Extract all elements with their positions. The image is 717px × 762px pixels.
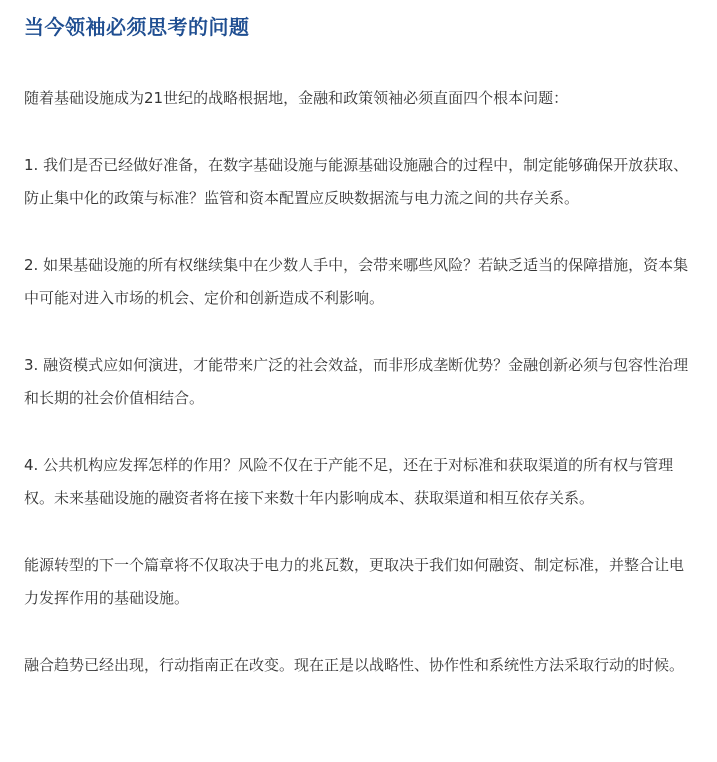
question-1-paragraph: 1. 我们是否已经做好准备，在数字基础设施与能源基础设施融合的过程中，制定能够确保开放获取、防止集中化的政策与标准？监管和资本配置应反映数据流与电力流之间的共存关系。 bbox=[24, 156, 689, 207]
question-3-paragraph: 3. 融资模式应如何演进，才能带来广泛的社会效益，而非形成垄断优势？金融创新必须与包容性治理和长期的社会价值相结合。 bbox=[24, 356, 689, 407]
article-title: 当今领袖必须思考的问题 bbox=[24, 15, 250, 39]
question-4-paragraph: 4. 公共机构应发挥怎样的作用？风险不仅在于产能不足，还在于对标准和获取渠道的所有权与管理权。未来基础设施的融资者将在接下来数十年内影响成本、获取渠道和相互依存关系。 bbox=[24, 456, 674, 507]
intro-paragraph: 随着基础设施成为21世纪的战略根据地，金融和政策领袖必须直面四个根本问题： bbox=[24, 89, 569, 107]
closing-paragraph-2: 融合趋势已经出现，行动指南正在改变。现在正是以战略性、协作性和系统性方法采取行动的时候。 bbox=[24, 656, 685, 674]
question-2-paragraph: 2. 如果基础设施的所有权继续集中在少数人手中，会带来哪些风险？若缺乏适当的保障措施，资本集中可能对进入市场的机会、定价和创新造成不利影响。 bbox=[24, 256, 689, 307]
closing-paragraph-1: 能源转型的下一个篇章将不仅取决于电力的兆瓦数，更取决于我们如何融资、制定标准，并整合让电力发挥作用的基础设施。 bbox=[24, 556, 685, 607]
